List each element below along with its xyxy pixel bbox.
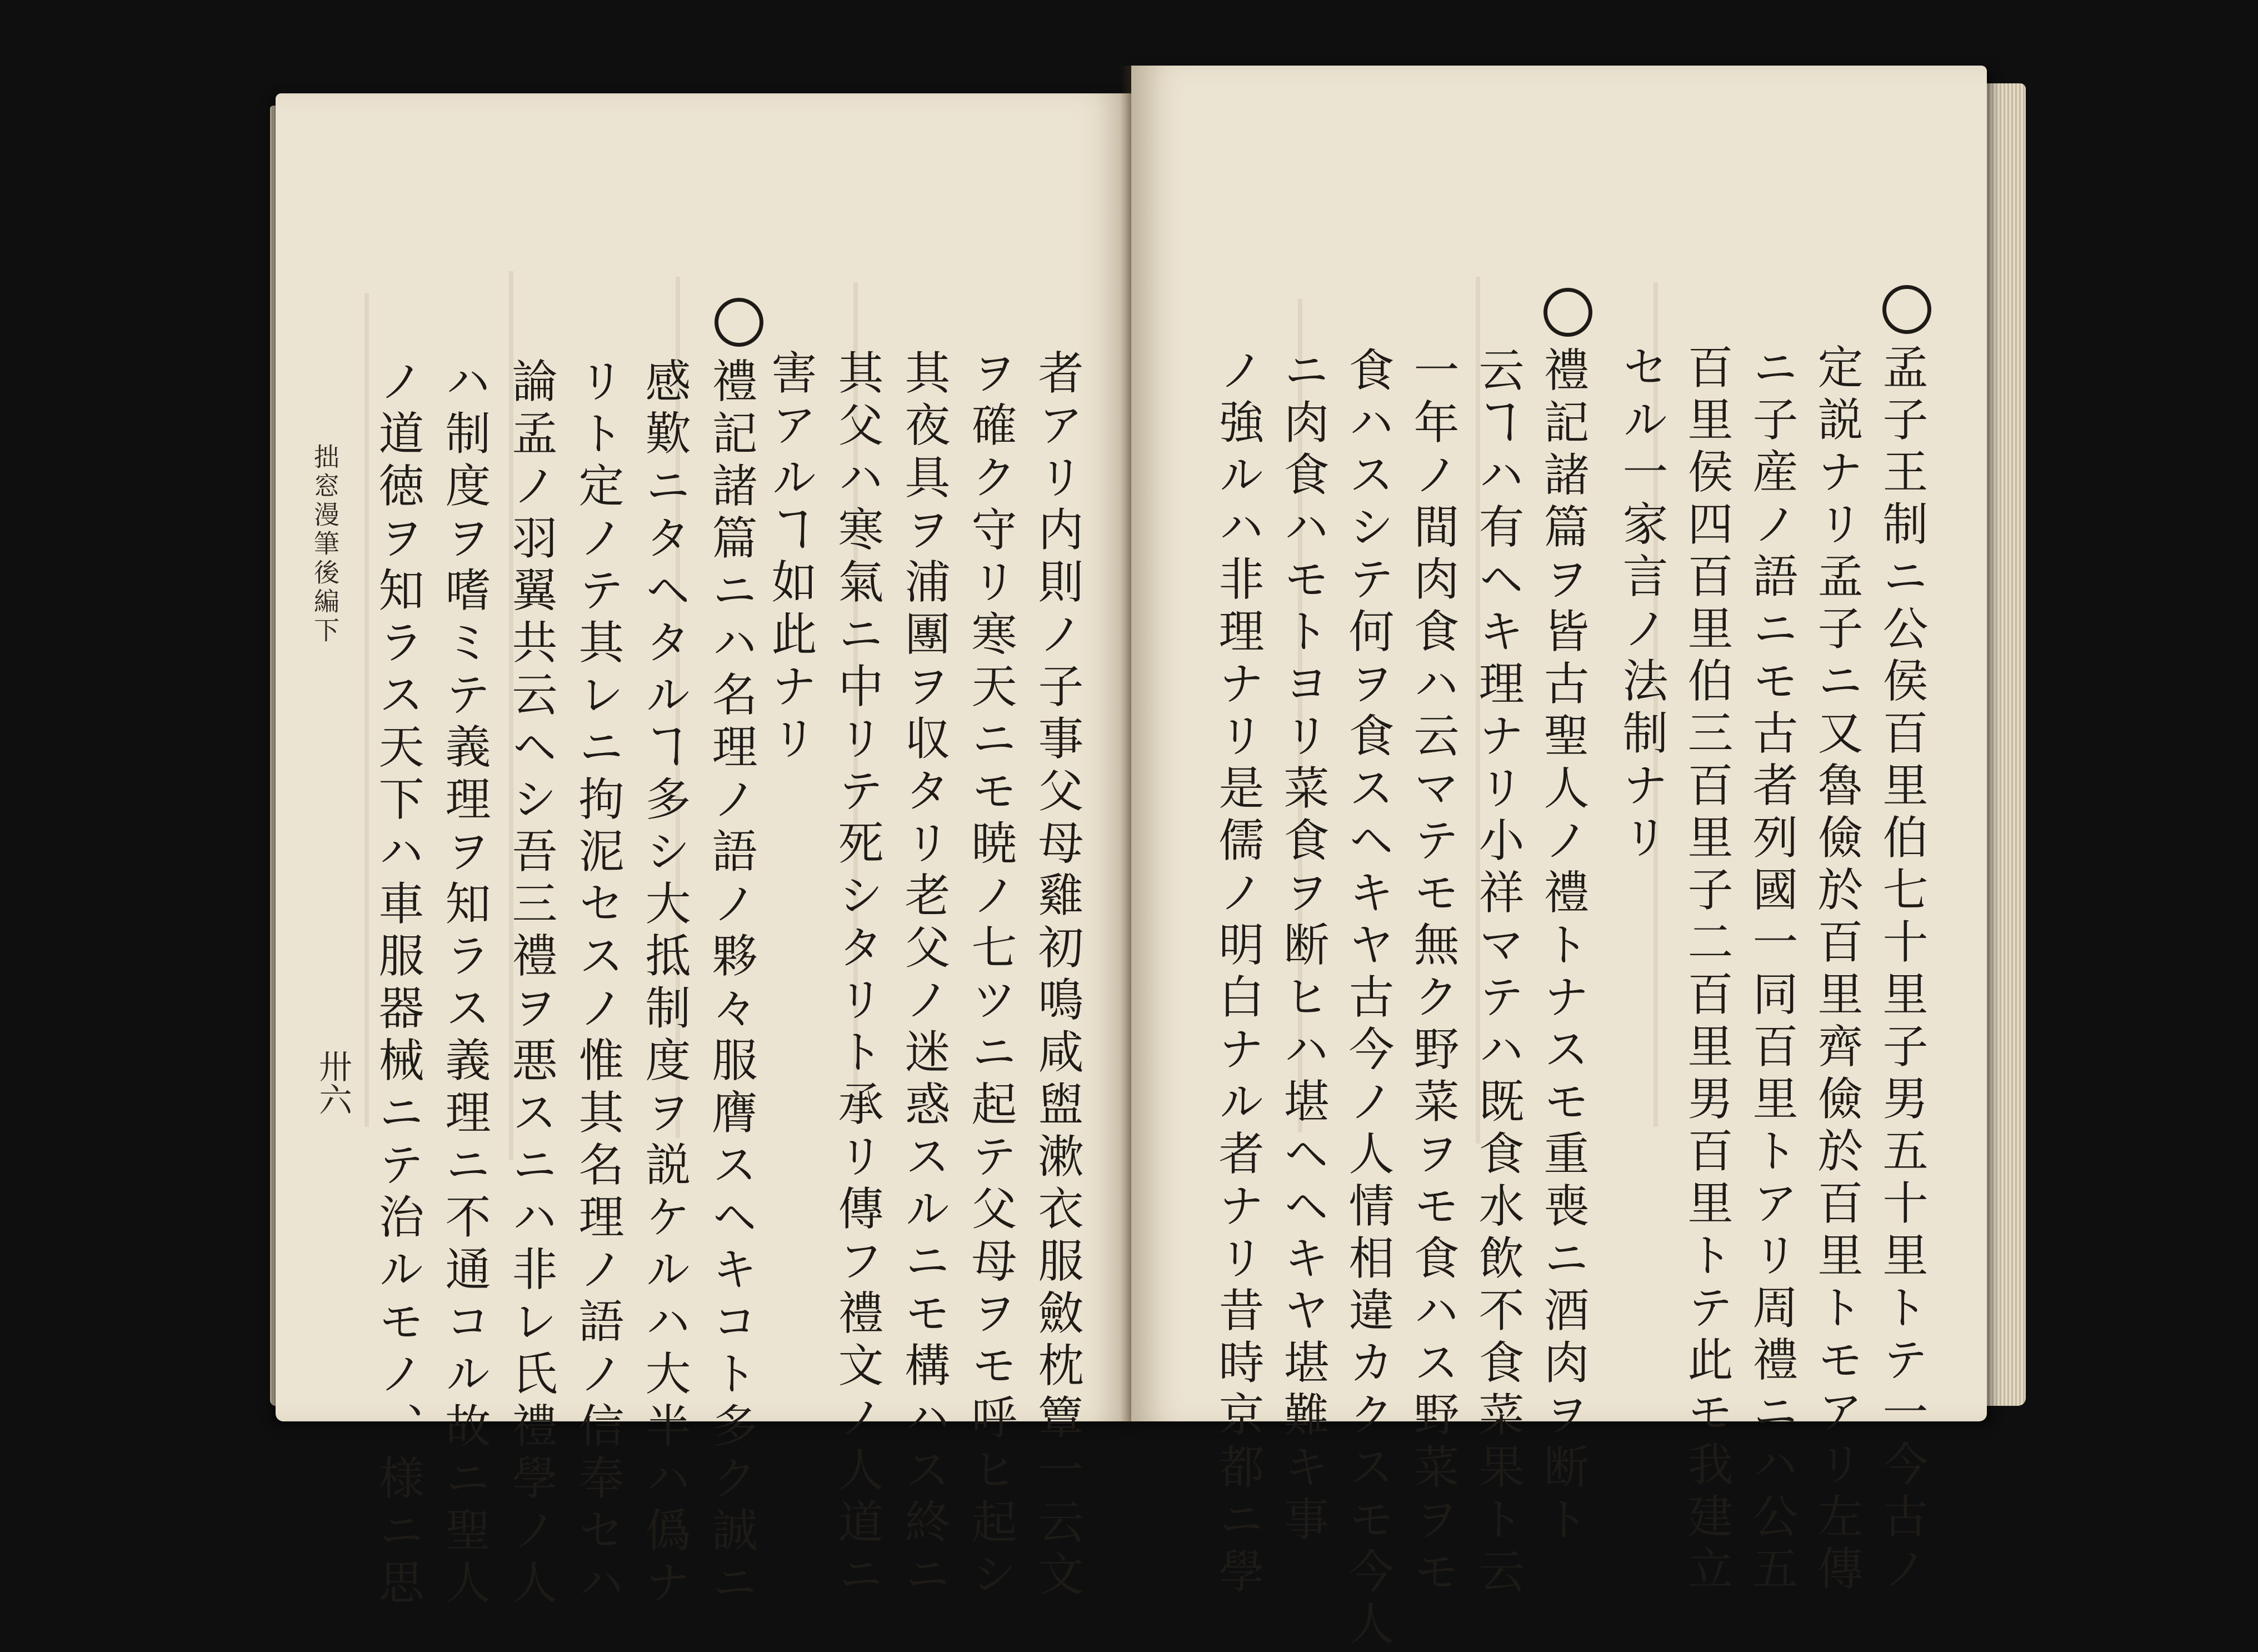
right-column-6: 禮記諸篇ヲ皆古聖人ノ禮トナスモ重喪ニ酒肉ヲ断ト [1536,346,1589,1548]
right-column-2: 定説ナリ孟子ニ又魯儉於百里齊儉於百里トモアリ左傳 [1810,343,1863,1597]
left-column-6: 禮記諸篇ニハ名理ノ語ノ夥々服膺スヘキコト多ク誠ニ [705,357,757,1611]
marginal-title: 拙窓漫筆後編下 [310,443,340,646]
right-column-7: 云ヿハ有ヘキ理ナリ小祥マテハ既食水飲不食菜果ト云 [1471,346,1524,1600]
section-circle-mark [715,298,763,347]
right-column-9: 食ハスシテ何ヲ食スヘキヤ古今ノ人情相違カクスモ今人 [1341,346,1394,1652]
right-column-8: 一年ノ間肉食ハ云マテモ無ク野菜ヲモ食ハス野菜ヲモ [1406,346,1459,1600]
right-page [1131,66,1987,1652]
left-column-7: 感歎ニタヘタルヿ多シ大抵制度ヲ説ケルハ大半ハ僞ナ [638,357,691,1611]
left-column-3: 其夜具ヲ浦團ヲ収タリ老父ノ迷惑スルニモ構ハス終ニ [897,349,950,1603]
right-column-5: セル一家言ノ法制ナリ [1615,343,1668,866]
right-column-10: ニ肉食ハモトヨリ菜食ヲ断ヒハ堪ヘヘキヤ堪難キ事 [1276,346,1329,1548]
left-page [276,93,1131,1611]
section-circle-mark [1882,285,1931,334]
right-column-1: 孟子王制ニ公侯百里伯七十里子男五十里トテ一今古ノ [1875,343,1928,1597]
page-folio: 卅六 [313,1049,352,1116]
left-column-1: 者アリ内則ノ子事父母雞初鳴咸盥漱衣服斂枕簟一云文 [1031,349,1083,1603]
right-column-3: ニ子産ノ語ニモ古者列國一同百里トアリ周禮ニハ公五 [1745,343,1798,1597]
left-column-8: リト定ノテ其レニ拘泥セスノ惟其名理ノ語ノ信奉セハ [571,357,624,1611]
section-circle-mark [1543,288,1592,337]
left-column-9: 論孟ノ羽翼共云ヘシ吾三禮ヲ悪スニハ非レ氏禮學ノ人 [504,357,557,1611]
left-column-5: 害アルヿ如此ナリ [764,349,817,767]
right-column-11: ノ強ルハ非理ナリ是儒ノ明白ナル者ナリ昔時京都ニ學 [1211,346,1264,1600]
left-column-11: ノ道徳ヲ知ラス天下ハ車服器械ニテ治ルモノ、様ニ思 [371,357,424,1611]
left-column-4: 其父ハ寒氣ニ中リテ死シタリト承リ傳フ禮文ノ人道ニ [831,349,883,1603]
left-column-10: ハ制度ヲ嗜ミテ義理ヲ知ラス義理ニ不通コル故ニ聖人 [438,357,491,1611]
right-column-4: 百里侯四百里伯三百里子二百里男百里トテ此モ我建立 [1680,343,1733,1597]
left-column-2: ヲ確ク守リ寒天ニモ暁ノ七ツニ起テ父母ヲモ呼ヒ起シ [964,349,1017,1603]
